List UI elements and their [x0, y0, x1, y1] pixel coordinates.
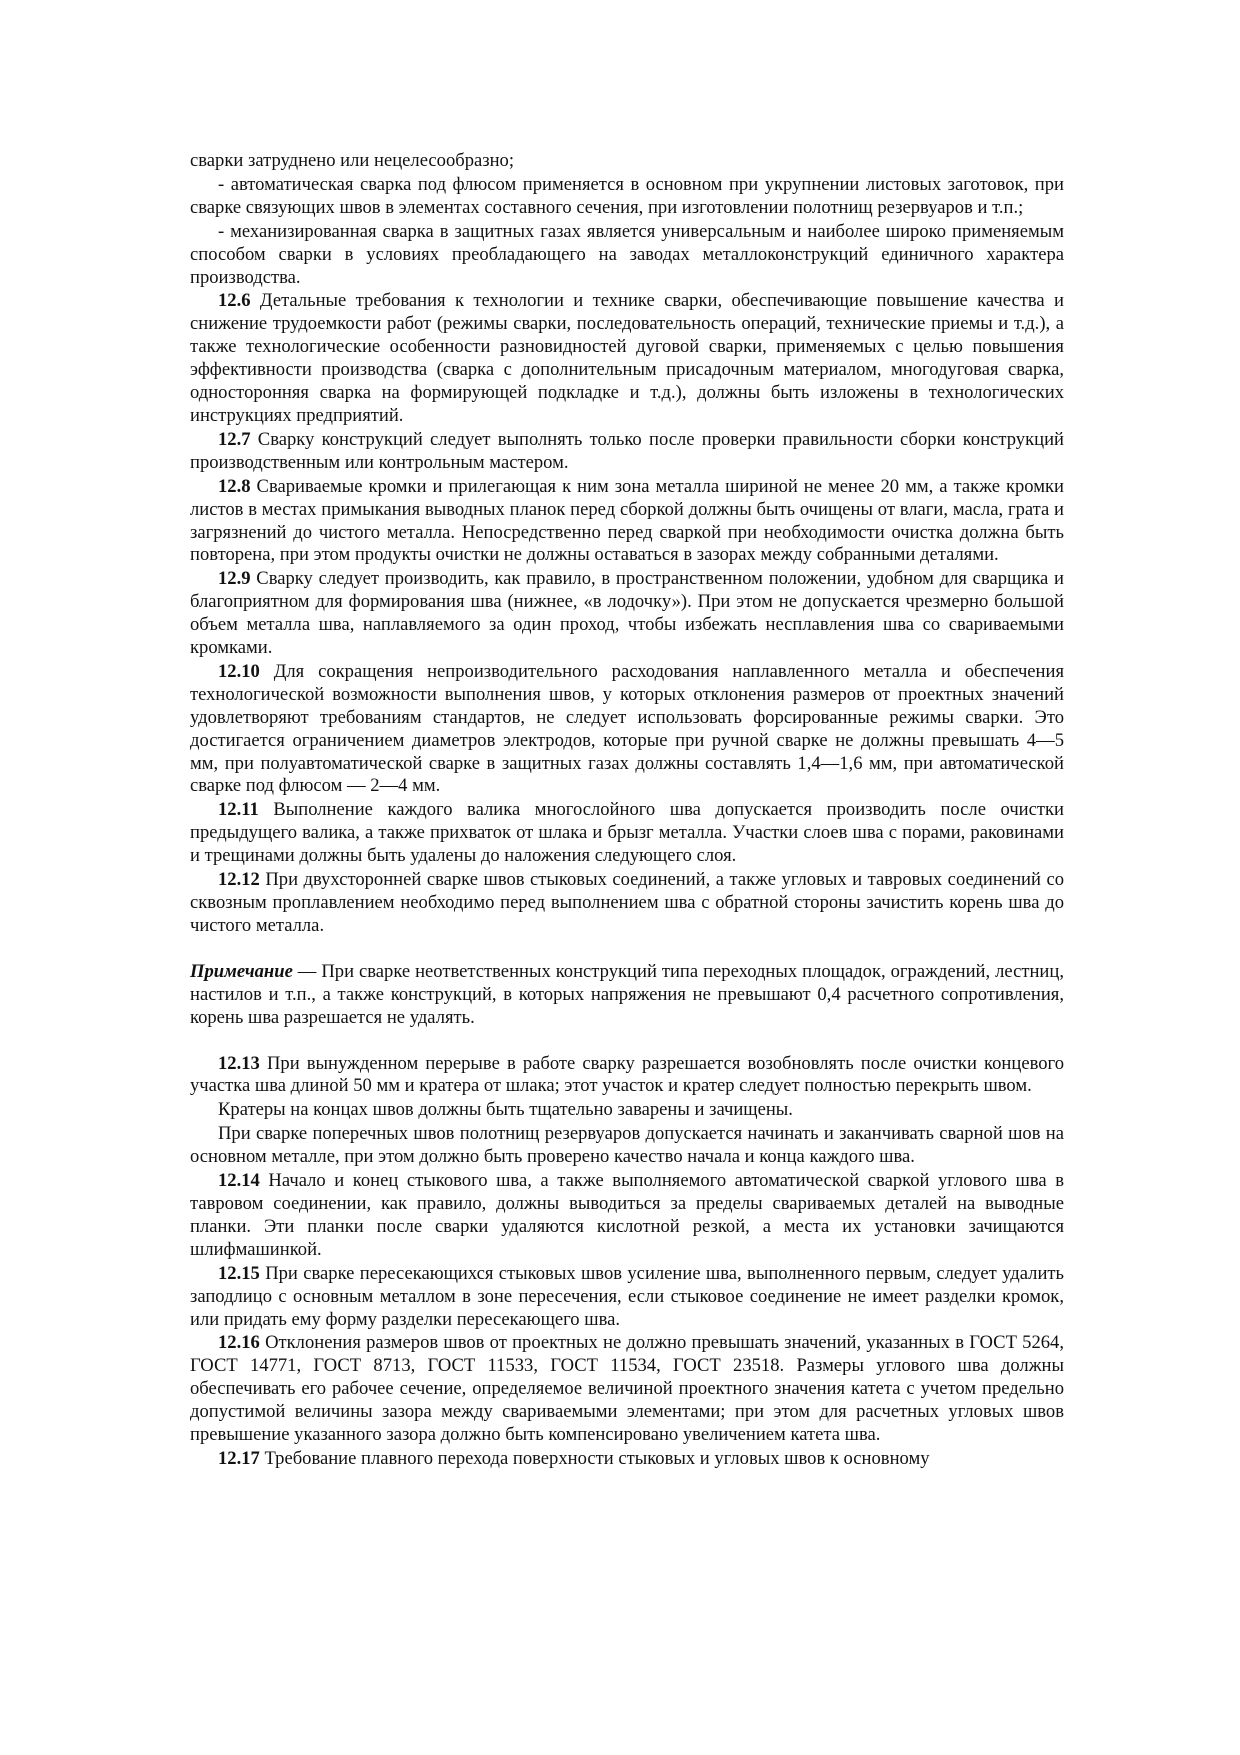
clause-number: 12.8: [218, 475, 251, 497]
paragraph-text: При сварке поперечных швов полотнищ резервуаров допускается начинать и заканчивать сварной шов на основном металле, при этом должно быть проверено качество начала и конца каждого шва.: [190, 1123, 1064, 1168]
clause-number: 12.15: [218, 1262, 260, 1284]
clause-12-15: [190, 1263, 1064, 1332]
spacer: [190, 939, 1064, 961]
clause-number: 12.11: [218, 799, 259, 821]
clause-text: Детальные требования к технологии и технике сварки, обеспечивающие повышение качества и снижение трудоемкости работ (режимы сварки, последовательность операций, технические приемы и т.д.), а также технологические особенности разновидностей дуговой сварки, применяемых с целью повышения эффективности производства (сварка с дополнительным присадочным материалом, многодуговая сварка, односторонняя сварка на формирующей подкладке и т.д.), должны быть изложены в технологических инструкциях предприятий.: [190, 290, 1064, 426]
clause-12-7: [190, 429, 1064, 475]
note-text: — При сварке неответственных конструкций типа переходных площадок, ограждений, лестниц, настилов и т.п., а также конструкций, в которых напряжения не превышают 0,4 расчетного сопротивления, корень шва разрешается не удалять.: [190, 960, 1064, 1028]
clause-12-12: [190, 869, 1064, 938]
clause-12-11: [190, 799, 1064, 868]
clause-12-14: [190, 1170, 1064, 1262]
clause-number: 12.14: [218, 1170, 260, 1192]
clause-12-13: [190, 1053, 1064, 1099]
clause-text: Свариваемые кромки и прилегающая к ним зона металла шириной не менее 20 мм, а также кромки листов в местах примыкания выводных планок перед сборкой должны быть очищены от влаги, масла, грата и загрязнений до чистого металла. Непосредственно перед сваркой при необходимости очистка должна быть повторена, при этом продукты очистки не должны оставаться в зазорах между собранными деталями.: [190, 475, 1064, 566]
clause-12-10: [190, 661, 1064, 798]
note-label: Примечание: [190, 960, 293, 982]
clause-text: Начало и конец стыкового шва, а также выполняемого автоматической сваркой углового шва в тавровом соединении, как правило, должны выводиться за пределы свариваемых деталей на выводные планки. Эти планки после сварки удаляются кислотной резкой, а места их установки зачищаются шлифмашинкой.: [190, 1170, 1064, 1260]
paragraph-transverse-seams: [190, 1123, 1064, 1169]
paragraph-auto-welding: [190, 174, 1064, 220]
clause-12-8: [190, 476, 1064, 568]
clause-number: 12.17: [218, 1447, 260, 1469]
paragraph-text: сварки затруднено или нецелесообразно;: [190, 150, 515, 171]
paragraph-gas-welding: [190, 221, 1064, 290]
clause-number: 12.12: [218, 869, 260, 891]
clause-text: Требование плавного перехода поверхности стыковых и угловых швов к основному: [259, 1447, 930, 1469]
paragraph-continuation: [190, 150, 1064, 173]
clause-text: Для сокращения непроизводительного расходования наплавленного металла и обеспечения технологической возможности выполнения швов, у которых отклонения размеров от проектных значений удовлетворяют требованиям стандартов, не следует использовать форсированные режимы сварки. Это достигается ограничением диаметров электродов, которые при ручной сварке не должны превышать 4—5 мм, при полуавтоматической сварке в защитных газах должны составлять 1,4—1,6 мм, при автоматической сварке под флюсом — 2—4 мм.: [190, 660, 1064, 797]
document-page: [190, 150, 1064, 1472]
clause-text: При сварке пересекающихся стыковых швов усиление шва, выполненного первым, следует удалить заподлицо с основным металлом в зоне пересечения, если стыковое соединение не имеет разделки кромок, или придать ему форму разделки пересекающего шва.: [190, 1262, 1064, 1330]
clause-number: 12.7: [218, 428, 251, 450]
clause-12-9: [190, 568, 1064, 660]
clause-12-6: [190, 290, 1064, 427]
clause-number: 12.16: [218, 1332, 260, 1354]
spacer: [190, 1031, 1064, 1053]
paragraph-craters: [190, 1099, 1064, 1122]
clause-number: 12.6: [218, 290, 251, 312]
clause-text: Отклонения размеров швов от проектных не должно превышать значений, указанных в ГОСТ 5264, ГОСТ 14771, ГОСТ 8713, ГОСТ 11533, ГОСТ 11534, ГОСТ 23518. Размеры углового шва должны обеспечивать его рабочее сечение, определяемое величиной проектного значения катета с учетом предельно допустимой величины зазора между свариваемыми элементами; при этом для расчетных угловых швов превышение указанного зазора должно быть компенсировано увеличением катета шва.: [190, 1332, 1064, 1446]
note-paragraph: [190, 961, 1064, 1030]
clause-text: Сварку следует производить, как правило, в пространственном положении, удобном для сварщика и благоприятном для формирования шва (нижнее, «в лодочку»). При этом не допускается чрезмерно большой объем металла шва, наплавляемого за один проход, чтобы избежать несплавления шва со свариваемыми кромками.: [190, 568, 1064, 659]
clause-12-16: [190, 1332, 1064, 1447]
clause-number: 12.10: [218, 660, 260, 682]
clause-text: Сварку конструкций следует выполнять только после проверки правильности сборки конструкций производственным или контрольным мастером.: [190, 428, 1064, 473]
clause-number: 12.13: [218, 1052, 260, 1074]
clause-text: При двухсторонней сварке швов стыковых соединений, а также угловых и тавровых соединений со сквозным проплавлением необходимо перед выполнением шва с обратной стороны зачистить корень шва до чистого металла.: [190, 869, 1064, 936]
paragraph-text: - механизированная сварка в защитных газах является универсальным и наиболее широко применяемым способом сварки в условиях преобладающего на заводах металлоконструкций единичного характера производства.: [190, 220, 1064, 288]
paragraph-text: Кратеры на концах швов должны быть тщательно заварены и зачищены.: [218, 1099, 793, 1121]
clause-text: Выполнение каждого валика многослойного шва допускается производить после очистки предыдущего валика, а также прихваток от шлака и брызг металла. Участки слоев шва с порами, раковинами и трещинами должны быть удалены до наложения следующего слоя.: [190, 799, 1064, 867]
paragraph-text: - автоматическая сварка под флюсом применяется в основном при укрупнении листовых заготовок, при сварке связующих швов в элементах составного сечения, при изготовлении полотнищ резервуаров и т.п.;: [190, 173, 1064, 218]
clause-number: 12.9: [218, 568, 251, 590]
clause-text: При вынужденном перерыве в работе сварку разрешается возобновлять после очистки концевого участка шва длиной 50 мм и кратера от шлака; этот участок и кратер следует полностью перекрыть швом.: [190, 1052, 1064, 1097]
clause-12-17: [190, 1448, 1064, 1471]
